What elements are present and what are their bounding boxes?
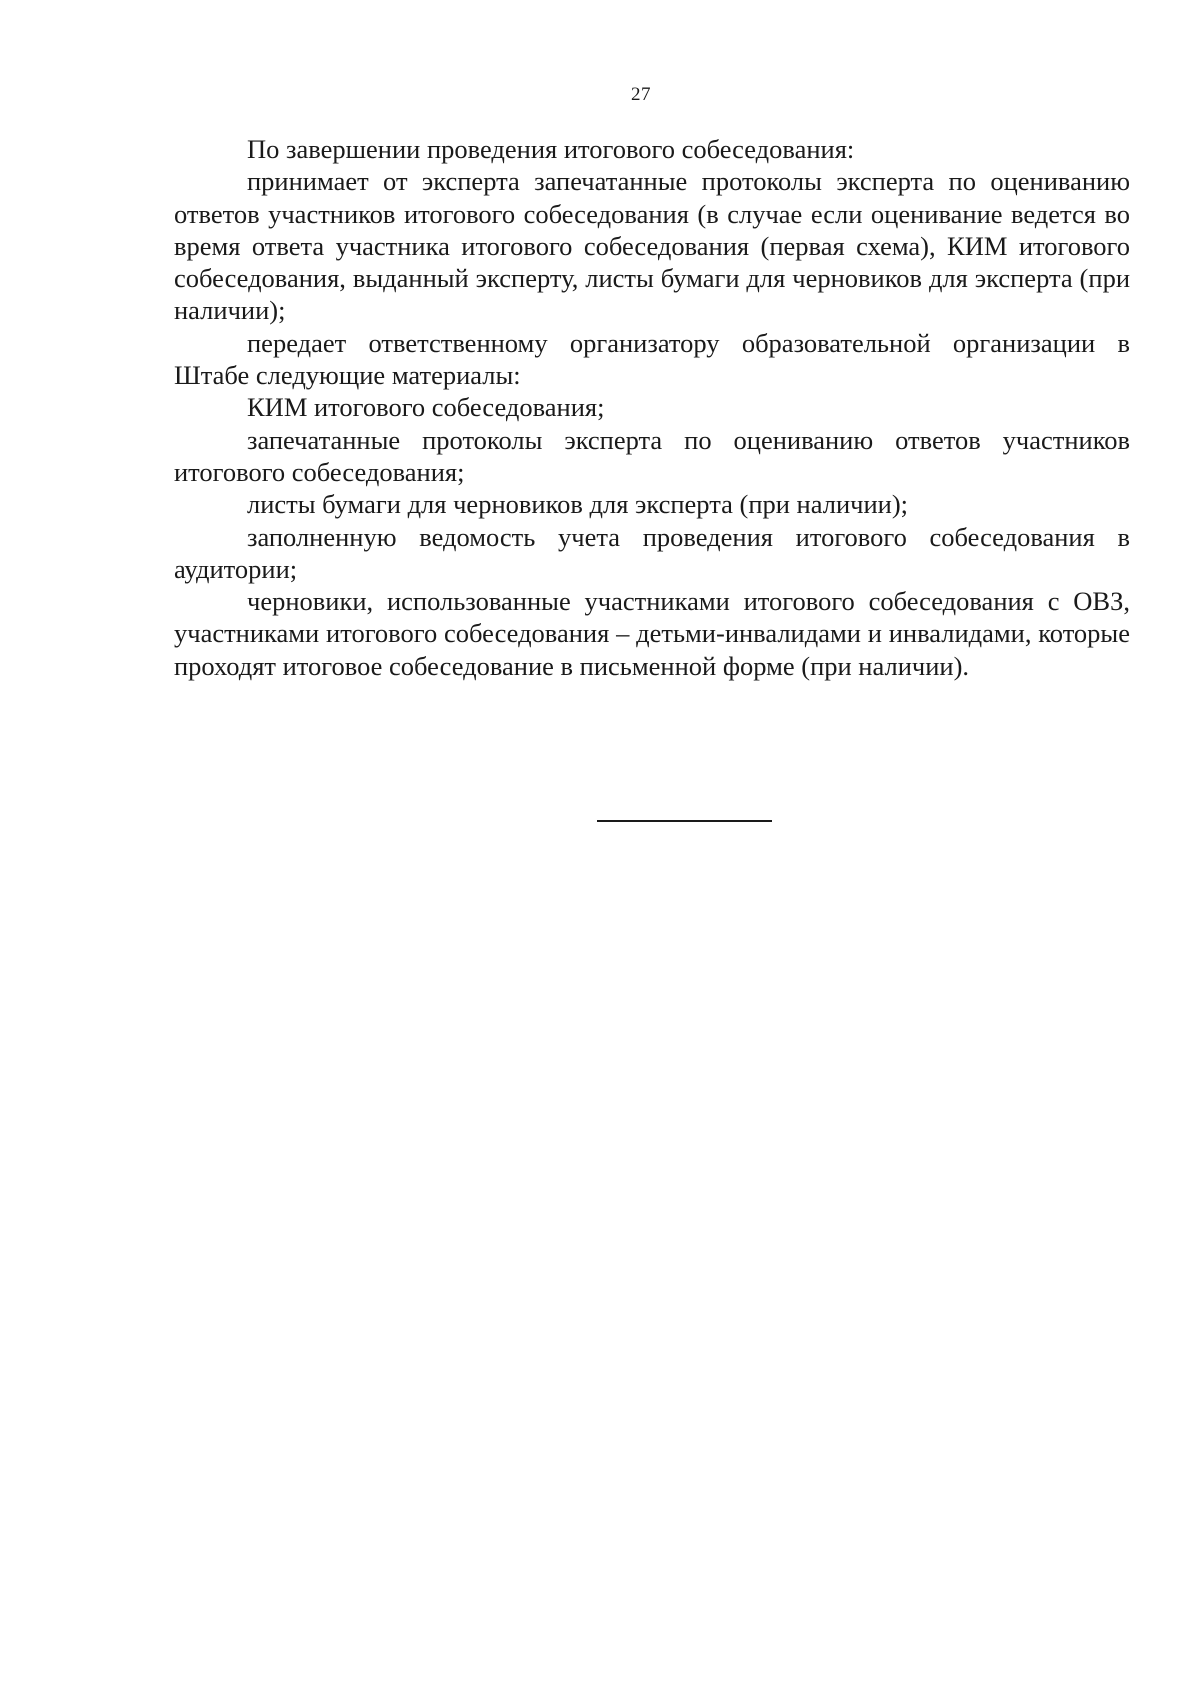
end-divider-line	[597, 820, 772, 822]
page-number: 27	[631, 84, 651, 105]
paragraph-hands-over: передает ответственному организатору образовательной организации в Штабе следующие материалы:	[174, 327, 1130, 391]
list-item-kim: КИМ итогового собеседования;	[247, 392, 605, 423]
list-item-drafts-ovz: черновики, использованные участниками итогового собеседования с ОВЗ, участниками итогового собеседования – детьми-инвалидами и инвалидами, которые проходят итоговое собеседование в письменной форме (при наличии).	[174, 586, 1130, 681]
list-item-attendance-record: заполненную ведомость учета проведения итогового собеседования в аудитории;	[174, 521, 1130, 584]
paragraph-receives-materials: принимает от эксперта запечатанные протоколы эксперта по оцениванию ответов участников итогового собеседования (в случае если оценивание ведется во время ответа участника итогового собеседования (первая схема), КИМ итогового собеседования, выданный эксперту, листы бумаги для черновиков для эксперта (при наличии);	[174, 166, 1130, 326]
list-item-sealed-protocols: запечатанные протоколы эксперта по оцениванию ответов участников итогового собеседования;	[174, 424, 1130, 487]
document-body	[174, 133, 1130, 682]
list-item-draft-sheets: листы бумаги для черновиков для эксперта (при наличии);	[247, 489, 909, 520]
paragraph-intro: По завершении проведения итогового собеседования:	[247, 134, 855, 164]
